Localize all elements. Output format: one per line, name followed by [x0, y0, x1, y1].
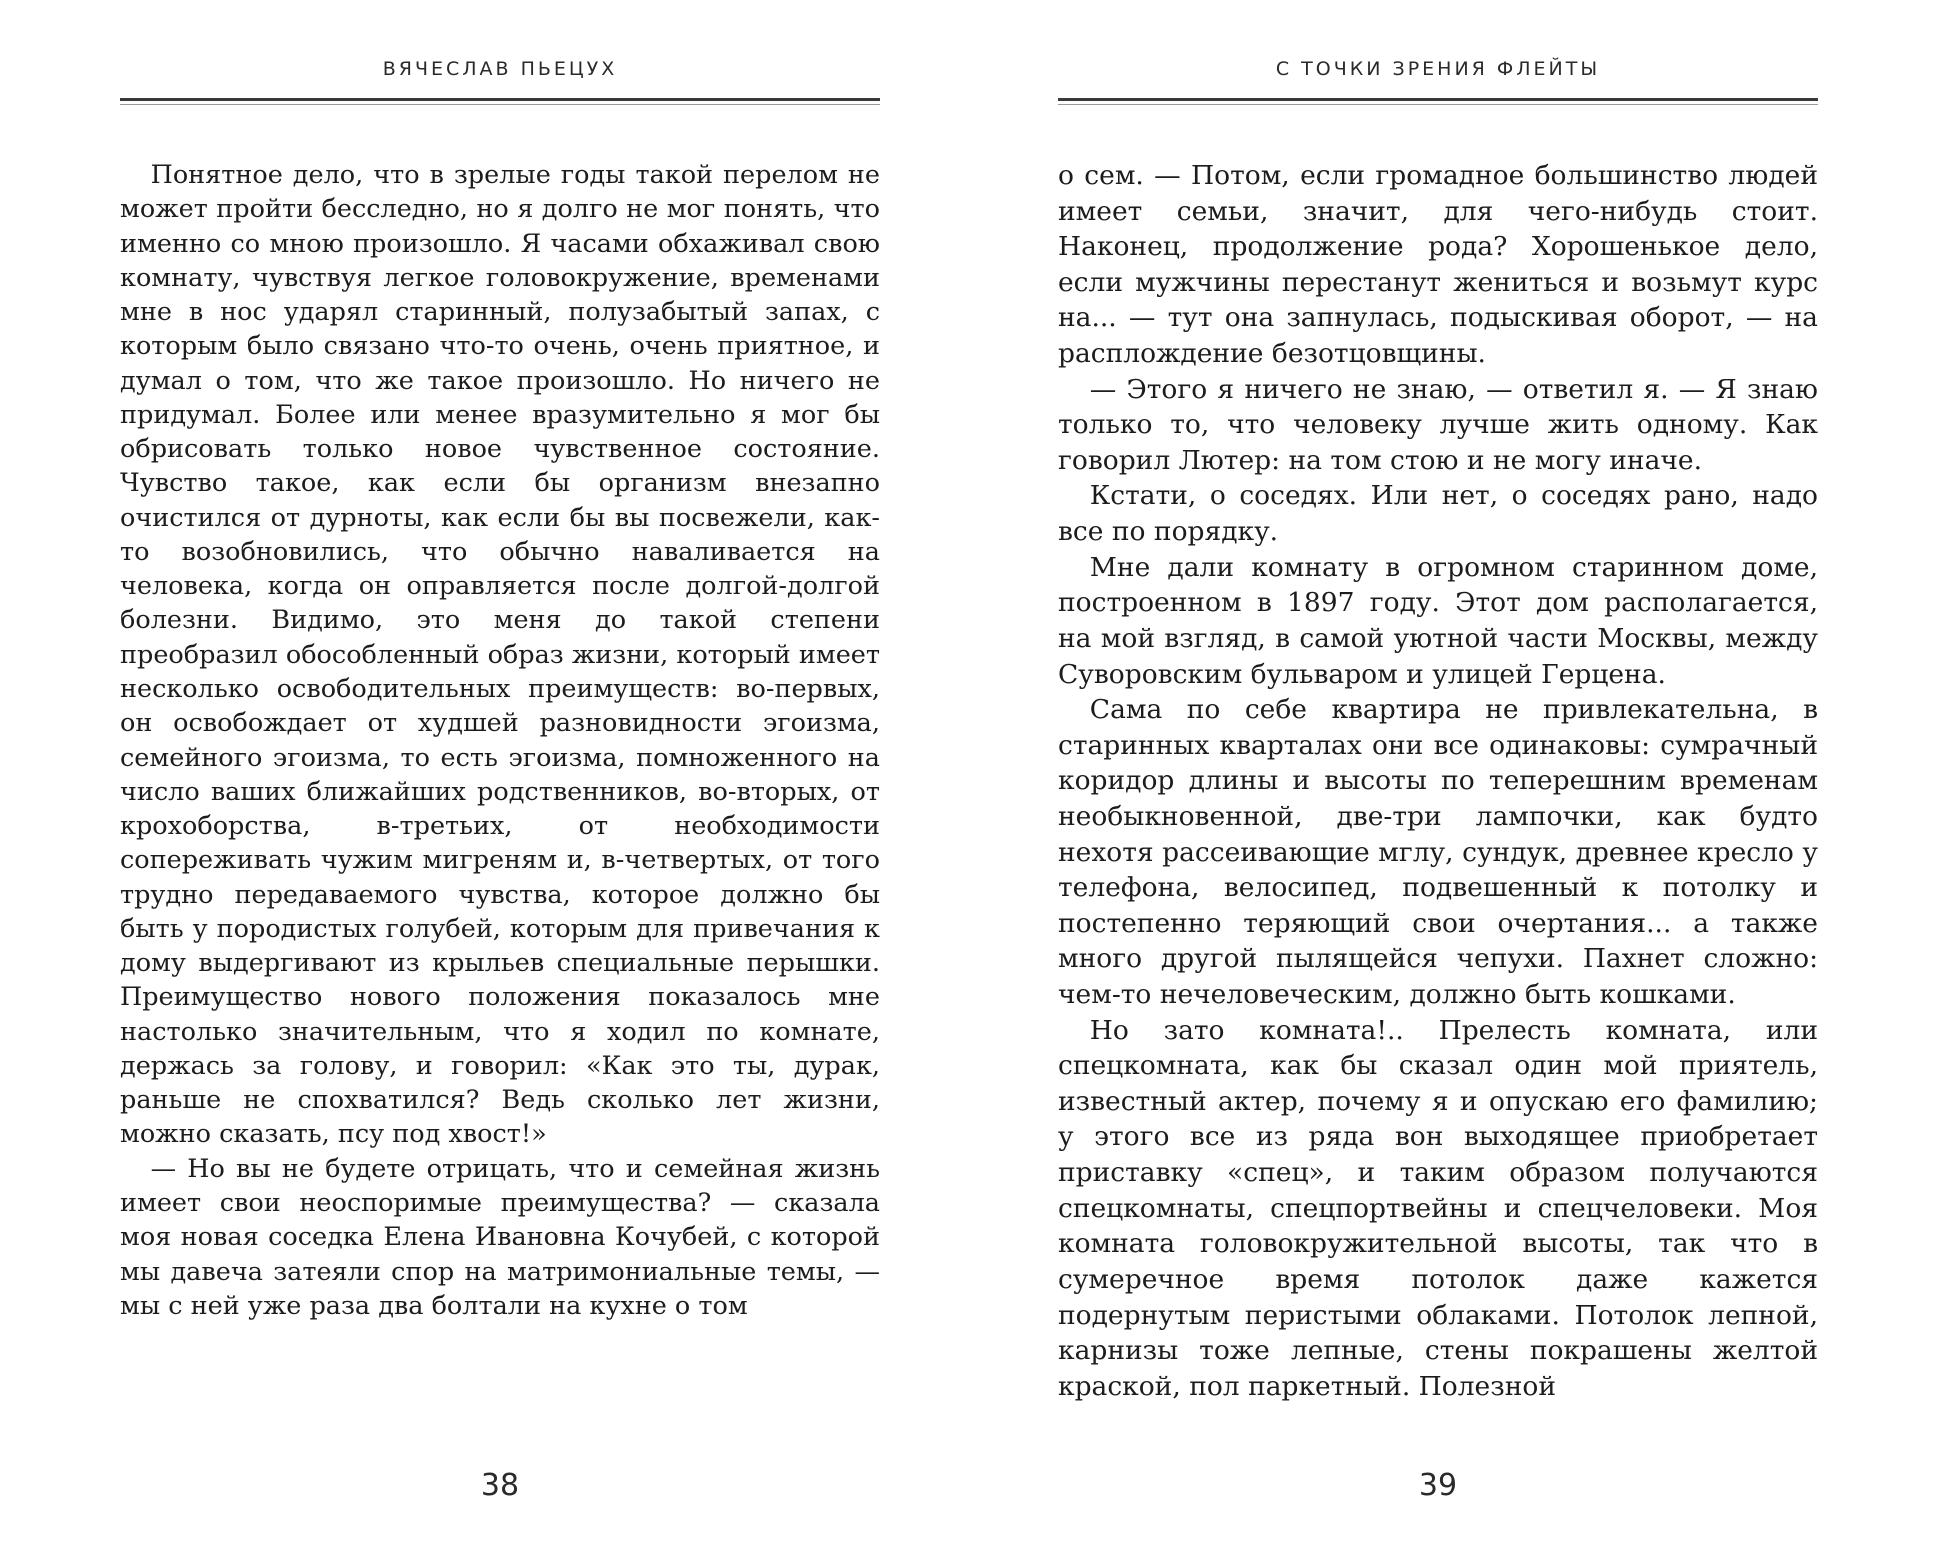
running-head-title: С ТОЧКИ ЗРЕНИЯ ФЛЕЙТЫ — [1275, 58, 1601, 80]
paragraph-continued: о сем. — Потом, если громадное большинство людей имеет семьи, значит, для чего-нибудь стоит. Наконец, продолжение рода? Хорошенькое дело, если мужчины перестанут жениться и возьмут курс на... — тут она запнулась, подыскивая оборот, — на расплождение безотцовщины. — [1058, 160, 1818, 370]
paragraph: Понятное дело, что в зрелые годы такой перелом не может пройти бесследно, но я долго не мог понять, что именно со мною произошло. Я часами обхаживал свою комнату, чувствуя легкое головокружение, временами мне в нос ударял старинный, полузабытый запах, с которым было связано что-то очень, очень приятное, и думал о том, что же такое произошло. Но ничего не придумал. Более или менее вразумительно я мог бы обрисовать только новое чувственное состояние. Чувство такое, как если бы организм внезапно очистился от дурноты, как если бы вы посвежели, как-то возобновились, что обычно наваливается на человека, когда он оправляется после долгой-долгой болезни. Видимо, это меня до такой степени преобразил обособленный образ жизни, который имеет несколько освободительных преимуществ: во-первых, он освобождает от худшей разновидности эгоизма, семейного эгоизма, то есть эгоизма, помноженного на число ваших ближайших родственников, во-вторых, от крохоборства, в-третьих, от необходимости сопереживать чужим мигреням и, в-четвертых, от того трудно передаваемого чувства, которое должно бы быть у породистых голубей, которым для привечания к дому выдергивают из крыльев специальные перышки. Преимущество нового положения показалось мне настолько значительным, что я ходил по комнате, держась за голову, и говорил: «Как это ты, дурак, раньше не спохватился? Ведь сколько лет жизни, можно сказать, псу под хвост!» — [120, 160, 880, 1150]
header-rule — [120, 98, 880, 101]
paragraph: Сама по себе квартира не привлекательна, в старинных кварталах они все одинаковы: сумрачный коридор длины и высоты по теперешним временам необыкновенной, две-три лампочки, как будто нехотя рассеивающие мглу, сундук, древнее кресло у телефона, велосипед, подвешенный к потолку и постепенно теряющий свои очертания... а также много другой пылящейся чепухи. Пахнет сложно: чем-то нечеловеческим, должно быть кошками. — [1058, 694, 1818, 1011]
paragraph: Мне дали комнату в огромном старинном доме, построенном в 1897 году. Этот дом располагается, на мой взгляд, в самой уютной части Москвы, между Суворовским бульваром и улицей Герцена. — [1058, 551, 1818, 690]
page-number: 38 — [480, 1468, 520, 1503]
page-number: 39 — [1418, 1468, 1458, 1503]
paragraph: — Этого я ничего не знаю, — ответил я. — Я знаю только то, что человеку лучше жить одному. Как говорил Лютер: на том стою и не могу иначе. — [1058, 373, 1818, 476]
paragraph: Кстати, о соседях. Или нет, о соседях рано, надо все по порядку. — [1058, 480, 1818, 548]
paragraph: Но зато комната!.. Прелесть комната, или спецкомната, как бы сказал один мой приятель, известный актер, почему я и опускаю его фамилию; у этого все из ряда вон выходящее приобретает приставку «спец», и таким образом получаются спецкомнаты, спецпортвейны и спецчеловеки. Моя комната головокружительной высоты, так что в сумеречное время потолок даже кажется подернутым перистыми облаками. Потолок лепной, карнизы тоже лепные, стены покрашены желтой краской, пол паркетный. Полезной — [1058, 1014, 1818, 1402]
left-page-text — [120, 158, 880, 1323]
paragraph: — Но вы не будете отрицать, что и семейная жизнь имеет свои неоспоримые преимущества? — сказала моя новая соседка Елена Ивановна Кочубей, с которой мы давеча затеяли спор на матримониальные темы, — мы с ней уже раза два болтали на кухне о том — [120, 1153, 880, 1321]
running-head-author: ВЯЧЕСЛАВ ПЬЕЦУХ — [382, 58, 618, 80]
header-rule — [1058, 98, 1818, 101]
left-page — [120, 0, 880, 1554]
right-page-text — [1058, 158, 1818, 1404]
right-page — [1058, 0, 1818, 1554]
